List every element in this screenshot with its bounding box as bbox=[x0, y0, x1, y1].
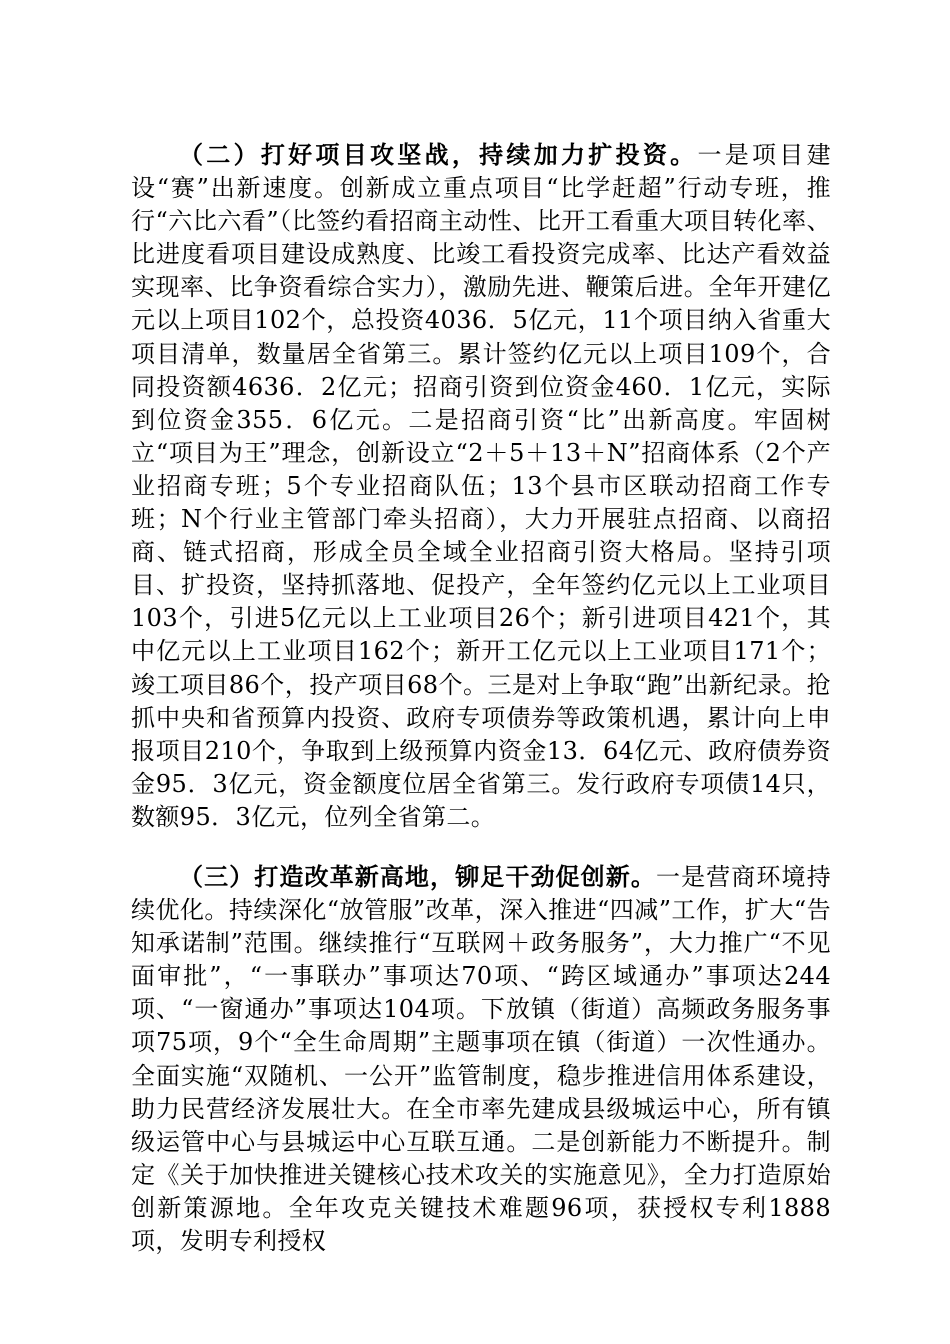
section-three-heading: （三）打造改革新高地，铆足干劲促创新。 bbox=[179, 861, 656, 891]
section-three-body: 一是营商环境持续优化。持续深化“放管服”改革，深入推进“四减”工作，扩大“告知承诺制”范围。继续推行“互联网＋政务服务”，大力推广“不见面审批”，“一事联办”事项达70项、“跨区域通办”事项达244项、“一窗通办”事项达104项。下放镇（街道）高频政务服务事项75项，9个“全生命周期”主题事项在镇（街道）一次性通办。全面实施“双随机、一公开”监管制度，稳步推进信用体系建设，助力民营经济发展壮大。在全市率先建成县级城运中心，所有镇级运管中心与县城运中心互联互通。二是创新能力不断提升。制定《关于加快推进关键核心技术攻关的实施意见》，全力打造原始创新策源地。全年攻克关键技术难题96项，获授权专利1888项，发明专利授权 bbox=[131, 862, 831, 1255]
section-two-paragraph bbox=[131, 138, 831, 834]
section-two-heading: （二）打好项目攻坚战，持续加力扩投资。 bbox=[179, 140, 698, 169]
document-page bbox=[131, 138, 831, 1258]
section-three-paragraph bbox=[131, 860, 831, 1258]
section-two-body: 一是项目建设“赛”出新速度。创新成立重点项目“比学赶超”行动专班，推行“六比六看”（比签约看招商主动性、比开工看重大项目转化率、比进度看项目建设成熟度、比竣工看投资完成率、比达产看效益实现率、比争资看综合实力），激励先进、鞭策后进。全年开建亿元以上项目102个，总投资4036．5亿元，11个项目纳入省重大项目清单，数量居全省第三。累计签约亿元以上项目109个，合同投资额4636．2亿元；招商引资到位资金460．1亿元，实际到位资金355．6亿元。二是招商引资“比”出新高度。牢固树立“项目为王”理念，创新设立“2＋5＋13＋N”招商体系（2个产业招商专班；5个专业招商队伍；13个县市区联动招商工作专班；N个行业主管部门牵头招商），大力开展驻点招商、以商招商、链式招商，形成全员全域全业招商引资大格局。坚持引项目、扩投资，坚持抓落地、促投产，全年签约亿元以上工业项目103个，引进5亿元以上工业项目26个；新引进项目421个，其中亿元以上工业项目162个；新开工亿元以上工业项目171个；竣工项目86个，投产项目68个。三是对上争取“跑”出新纪录。抢抓中央和省预算内投资、政府专项债券等政策机遇，累计向上申报项目210个，争取到上级预算内资金13．64亿元、政府债券资金95．3亿元，资金额度位居全省第三。发行政府专项债14只，数额95．3亿元，位列全省第二。 bbox=[131, 141, 831, 831]
